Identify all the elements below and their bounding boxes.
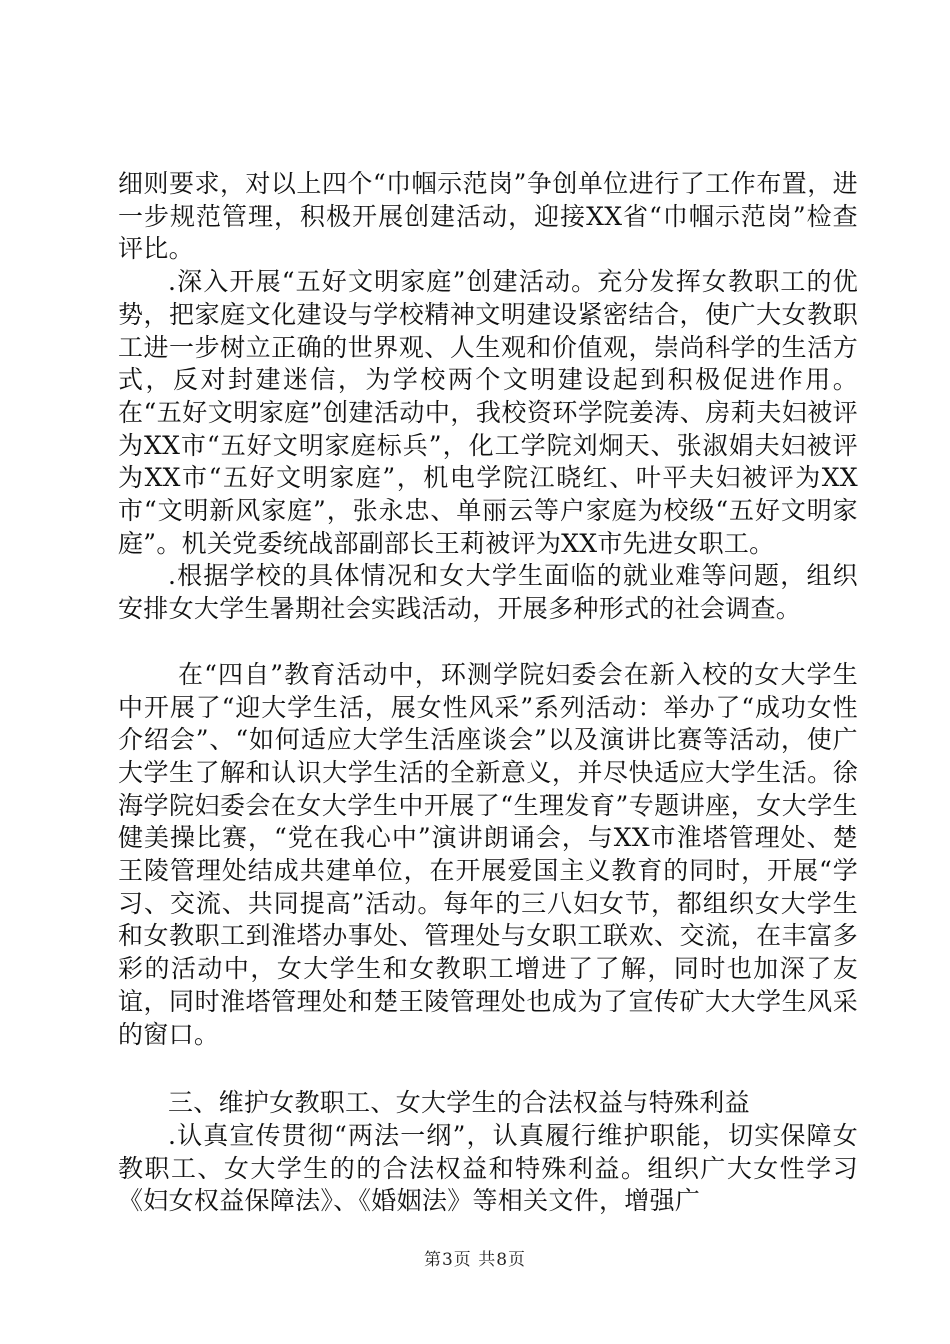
- section-heading-rights: 三、维护女教职工、女大学生的合法权益与特殊利益: [168, 1088, 750, 1118]
- paragraph-rights-publicity: .认真宣传贯彻“两法一纲”，认真履行维护职能，切实保障女教职工、女大学生的的合法权益和特殊利益。组织广大女性学习《妇女权益保障法》、《婚姻法》等相关文件，增强广: [118, 1120, 858, 1216]
- paragraph-social-practice: .根据学校的具体情况和女大学生面临的就业难等问题，组织安排女大学生暑期社会实践活动，开展多种形式的社会调查。: [118, 561, 858, 624]
- paragraph-family-campaign: .深入开展“五好文明家庭”创建活动。充分发挥女教职工的优势，把家庭文化建设与学校精神文明建设紧密结合，使广大女教职工进一步树立正确的世界观、人生观和价值观，崇尚科学的生活方式，反对封建迷信，为学校两个文明建设起到积极促进作用。在“五好文明家庭”创建活动中，我校资环学院姜涛、房莉夫妇被评为XX市“五好文明家庭标兵”，化工学院刘炯天、张淑娟夫妇被评为XX市“五好文明家庭”，机电学院江晓红、叶平夫妇被评为XX市“文明新风家庭”，张永忠、单丽云等户家庭为校级“五好文明家庭”。机关党委统战部副部长王莉被评为XX市先进女职工。: [118, 267, 858, 558]
- page-number-footer: 第3页 共8页: [423, 1250, 527, 1270]
- document-body: [118, 168, 858, 1218]
- paragraph-four-self-education: 在“四自”教育活动中，环测学院妇委会在新入校的女大学生中开展了“迎大学生活，展女性风采”系列活动：举办了“成功女性介绍会”、“如何适应大学生活座谈会”以及演讲比赛等活动，使广大学生了解和认识大学生活的全新意义，并尽快适应大学生活。徐海学院妇委会在女大学生中开展了“生理发育”专题讲座，女大学生健美操比赛，“党在我心中”演讲朗诵会，与XX市淮塔管理处、楚王陵管理处结成共建单位，在开展爱国主义教育的同时，开展“学习、交流、共同提高”活动。每年的三八妇女节，都组织女大学生和女教职工到淮塔办事处、管理处与女职工联欢、交流，在丰富多彩的活动中，女大学生和女教职工增进了了解，同时也加深了友谊，同时淮塔管理处和楚王陵管理处也成为了宣传矿大大学生风采的窗口。: [118, 659, 858, 1049]
- paragraph-continuation: 细则要求，对以上四个“巾帼示范岗”争创单位进行了工作布置，进一步规范管理，积极开展创建活动，迎接XX省“巾帼示范岗”检查评比。: [118, 169, 858, 264]
